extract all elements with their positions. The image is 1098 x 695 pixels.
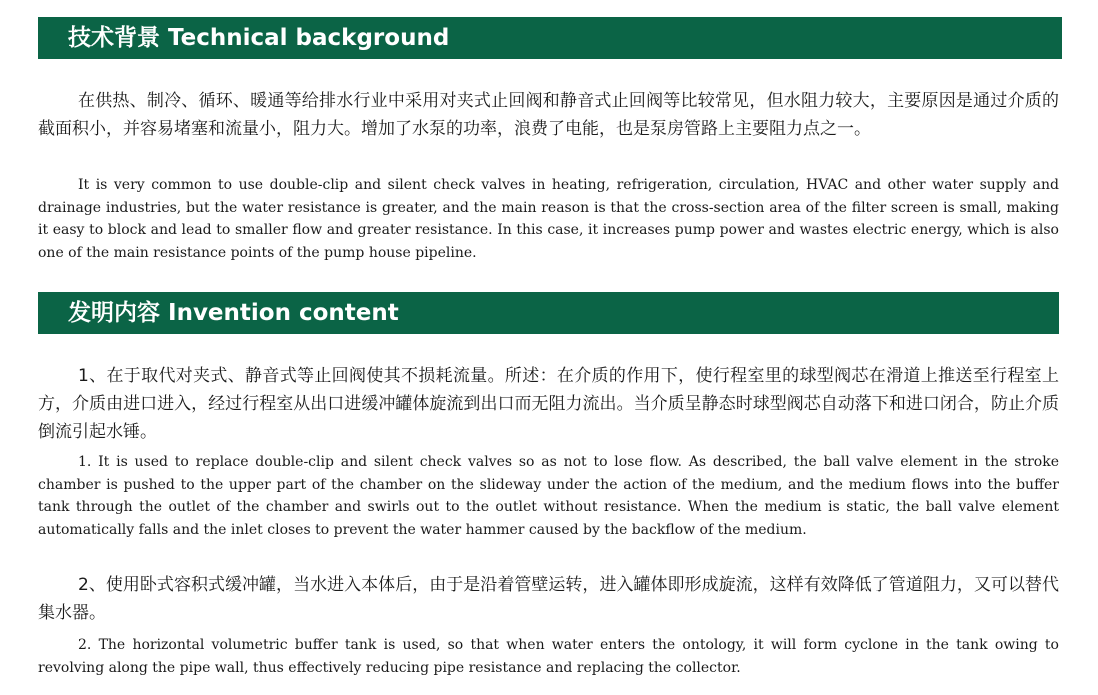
section-title: 发明内容 Invention content xyxy=(68,300,399,326)
list-item-cn: 2、使用卧式容积式缓冲罐，当水进入本体后，由于是沿着管壁运转，进入罐体即形成旋流，这样有效降低了管道阻力，又可以替代集水器。 xyxy=(38,575,1059,623)
section-header-technical-background xyxy=(38,17,1062,59)
section-title: 技术背景 Technical background xyxy=(68,25,450,51)
list-item-en: 2. The horizontal volumetric buffer tank is used, so that when water enters the ontology, it will form cyclone in the tank owing to revolving along the pipe wall, thus effectively reducing pipe resistance and replacing the collector. xyxy=(38,637,1059,676)
list-item-en: 1. It is used to replace double-clip and silent check valves so as not to lose flow. As described, the ball valve element in the stroke chamber is pushed to the upper part of the chamber on the slideway under the action of the medium, and the medium flows into the buffer tank through the outlet of the chamber and swirls out to the outlet without resistance. When the medium is static, the ball valve element automatically falls and the inlet closes to prevent the water hammer caused by the backflow of the medium. xyxy=(38,454,1059,538)
paragraph-en: It is very common to use double-clip and silent check valves in heating, refrigeration, circulation, HVAC and other water supply and drainage industries, but the water resistance is greater, and the main reason is that the cross-section area of the filter screen is small, making it easy to block and lead to smaller flow and greater resistance. In this case, it increases pump power and wastes electric energy, which is also one of the main resistance points of the pump house pipeline. xyxy=(38,177,1059,261)
list-item-cn: 1、在于取代对夹式、静音式等止回阀使其不损耗流量。所述：在介质的作用下，使行程室里的球型阀芯在滑道上推送至行程室上方，介质由进口进入，经过行程室从出口进缓冲罐体旋流到出口而无阻力流出。当介质呈静态时球型阀芯自动落下和进口闭合，防止介质倒流引起水锤。 xyxy=(38,366,1059,442)
paragraph-cn: 在供热、制冷、循环、暖通等给排水行业中采用对夹式止回阀和静音式止回阀等比较常见，但水阻力较大，主要原因是通过介质的截面积小，并容易堵塞和流量小，阻力大。增加了水泵的功率，浪费了电能，也是泵房管路上主要阻力点之一。 xyxy=(38,91,1059,139)
section-header-invention-content xyxy=(38,292,1059,334)
